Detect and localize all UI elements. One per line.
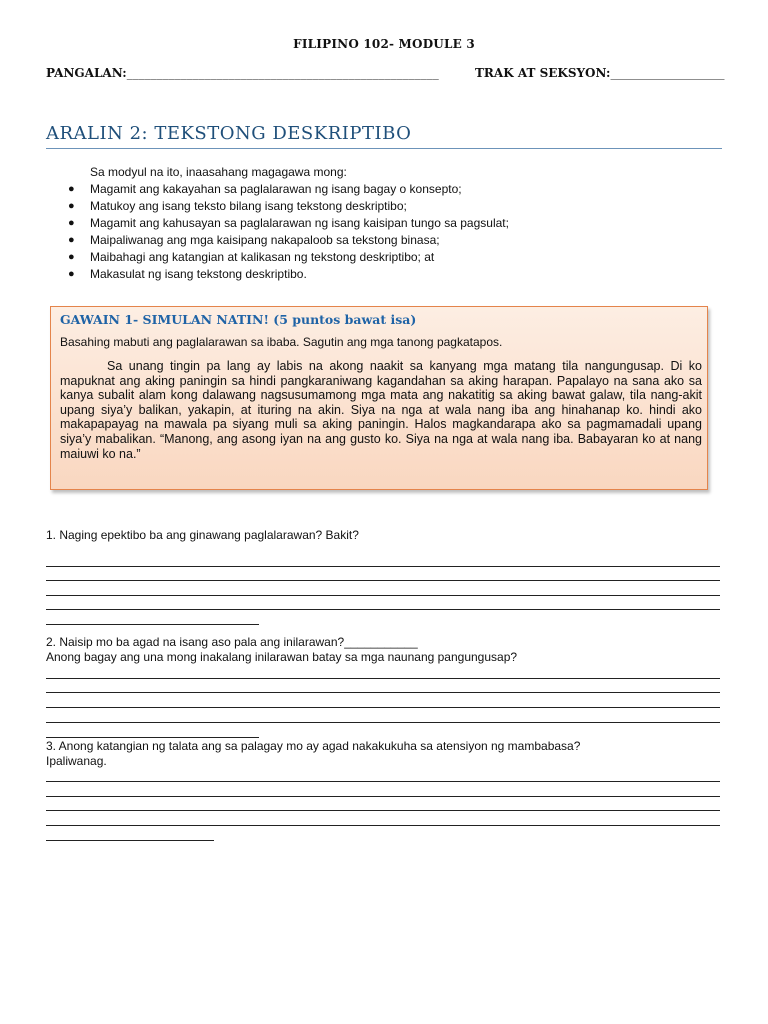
passage-text: Sa unang tingin pa lang ay labis na akong naakit sa kanyang mga matang tila nangungusap. Di ko mapuknat ang aking paningin sa hindi pangkaraniwang kagandahan sa aking harapan. Papalayo na sana ako sa kanya subalit alam kong dalawang nagsusumamong mga mata ang nakatitig sa aking bawat galaw, tila nang-akit upang siya’y balikan, yakapin, at ituring na akin. Siya na nga at wala nang iba ang hinahanap ko. hindi ako makapapayag na mawala pa siyang muli sa aking paningin. Halos magkandarapa ako sa pagmamadali upang siya’y mabalikan. “Manong, ang asong iyan na ang gusto ko. Siya na nga at wala nang iba. Babayaran ko at nang maiuwi ko na.” bbox=[60, 359, 702, 461]
lesson-divider bbox=[46, 148, 722, 149]
answer-line[interactable] bbox=[46, 825, 720, 826]
answer-line[interactable] bbox=[46, 722, 720, 723]
question-2-line-2: Anong bagay ang una mong inakalang inilarawan batay sa mga naunang pangungusap? bbox=[46, 650, 518, 664]
bullet-icon: ● bbox=[68, 217, 75, 229]
activity-title: GAWAIN 1- SIMULAN NATIN! (5 puntos bawat isa) bbox=[60, 312, 417, 327]
lesson-title: ARALIN 2: TEKSTONG DESKRIPTIBO bbox=[46, 123, 412, 144]
track-label: TRAK AT SEKSYON: bbox=[475, 66, 611, 80]
activity-instruction: Basahing mabuti ang paglalarawan sa ibaba. Sagutin ang mga tanong pagkatapos. bbox=[60, 335, 503, 349]
bullet-icon: ● bbox=[68, 234, 75, 246]
name-blank: ____________________________________________________ bbox=[126, 66, 439, 80]
answer-line[interactable] bbox=[46, 692, 720, 693]
answer-line[interactable] bbox=[46, 678, 720, 679]
objectives-intro: Sa modyul na ito, inaasahang magagawa mong: bbox=[90, 165, 347, 179]
list-item: ● Maipaliwanag ang mga kaisipang nakapaloob sa tekstong binasa; bbox=[68, 233, 440, 247]
objectives-section bbox=[46, 164, 722, 283]
activity-box bbox=[50, 306, 708, 490]
answer-line[interactable] bbox=[46, 840, 214, 841]
track-section-field bbox=[475, 66, 724, 80]
list-item: ● Makasulat ng isang tekstong deskriptibo. bbox=[68, 267, 307, 281]
answer-line[interactable] bbox=[46, 595, 720, 596]
bullet-icon: ● bbox=[68, 251, 75, 263]
question-3 bbox=[46, 739, 722, 769]
name-row bbox=[46, 66, 726, 80]
name-label: PANGALAN: bbox=[46, 66, 127, 80]
question-3-line-1: 3. Anong katangian ng talata ang sa palagay mo ay agad nakakukuha sa atensiyon ng mambabasa? bbox=[46, 739, 581, 753]
bullet-icon: ● bbox=[68, 268, 75, 280]
answer-line[interactable] bbox=[46, 781, 720, 782]
list-item: ● Maibahagi ang katangian at kalikasan ng tekstong deskriptibo; at bbox=[68, 250, 435, 264]
list-item: ● Magamit ang kahusayan sa paglalarawan ng isang kaisipan tungo sa pagsulat; bbox=[68, 216, 509, 230]
bullet-icon: ● bbox=[68, 200, 75, 212]
question-2-line-1: 2. Naisip mo ba agad na isang aso pala ang inilarawan?___________ bbox=[46, 635, 418, 649]
answer-line[interactable] bbox=[46, 707, 720, 708]
objectives-list bbox=[46, 181, 722, 283]
answer-line[interactable] bbox=[46, 624, 259, 625]
activity-passage bbox=[60, 359, 702, 461]
answer-line[interactable] bbox=[46, 609, 720, 610]
question-3-line-2: Ipaliwanag. bbox=[46, 754, 107, 768]
answer-line[interactable] bbox=[46, 810, 720, 811]
question-1: 1. Naging epektibo ba ang ginawang paglalarawan? Bakit? bbox=[46, 528, 359, 542]
track-blank: ___________________ bbox=[610, 66, 725, 80]
module-title: FILIPINO 102- MODULE 3 bbox=[293, 37, 475, 51]
list-item: ● Magamit ang kakayahan sa paglalarawan ng isang bagay o konsepto; bbox=[68, 182, 462, 196]
answer-line[interactable] bbox=[46, 796, 720, 797]
answer-line[interactable] bbox=[46, 580, 720, 581]
list-item: ● Matukoy ang isang teksto bilang isang tekstong deskriptibo; bbox=[68, 199, 407, 213]
answer-line[interactable] bbox=[46, 737, 259, 738]
question-2 bbox=[46, 635, 722, 665]
bullet-icon: ● bbox=[68, 183, 75, 195]
answer-line[interactable] bbox=[46, 566, 720, 567]
